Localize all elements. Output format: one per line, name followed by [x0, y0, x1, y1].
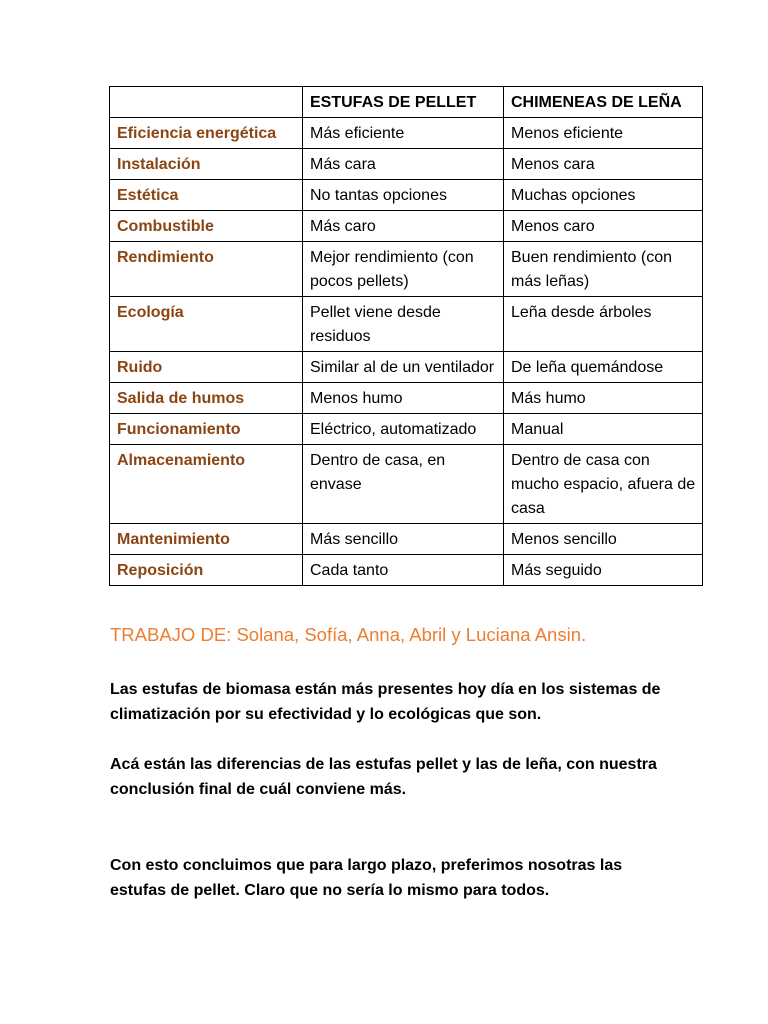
table-row: [110, 383, 703, 414]
pellet-cell: Más cara: [303, 149, 504, 180]
lena-cell: Más seguido: [504, 555, 703, 586]
pellet-cell: Más caro: [303, 211, 504, 242]
pellet-cell: Mejor rendimiento (con pocos pellets): [303, 242, 504, 297]
lena-cell: Dentro de casa con mucho espacio, afuera de casa: [504, 445, 703, 524]
row-label: Instalación: [110, 149, 303, 180]
lena-cell: De leña quemándose: [504, 352, 703, 383]
row-label: Funcionamiento: [110, 414, 303, 445]
row-label: Salida de humos: [110, 383, 303, 414]
table-row: [110, 297, 703, 352]
table-row: [110, 211, 703, 242]
lena-cell: Más humo: [504, 383, 703, 414]
header-empty-cell: [110, 87, 303, 118]
intro-paragraph: Las estufas de biomasa están más presentes hoy día en los sistemas de climatización por su efectividad y lo ecológicas que son.: [110, 681, 661, 723]
lena-cell: Leña desde árboles: [504, 297, 703, 352]
pellet-cell: Pellet viene desde residuos: [303, 297, 504, 352]
lena-cell: Menos eficiente: [504, 118, 703, 149]
pellet-cell: Eléctrico, automatizado: [303, 414, 504, 445]
row-label: Reposición: [110, 555, 303, 586]
pellet-cell: Similar al de un ventilador: [303, 352, 504, 383]
table-row: [110, 524, 703, 555]
header-pellet: ESTUFAS DE PELLET: [303, 87, 504, 118]
pellet-cell: Más sencillo: [303, 524, 504, 555]
table-row: [110, 445, 703, 524]
table-row: [110, 555, 703, 586]
table-row: [110, 149, 703, 180]
comparison-table: [109, 86, 703, 586]
pellet-cell: Cada tanto: [303, 555, 504, 586]
pellet-cell: Menos humo: [303, 383, 504, 414]
lena-cell: Menos sencillo: [504, 524, 703, 555]
row-label: Mantenimiento: [110, 524, 303, 555]
table-row: [110, 118, 703, 149]
row-label: Ruido: [110, 352, 303, 383]
lena-cell: Muchas opciones: [504, 180, 703, 211]
row-label: Estética: [110, 180, 303, 211]
row-label: Ecología: [110, 297, 303, 352]
differences-paragraph: Acá están las diferencias de las estufas pellet y las de leña, con nuestra conclusión final de cuál conviene más.: [110, 756, 657, 798]
table-row: [110, 414, 703, 445]
conclusion-paragraph: Con esto concluimos que para largo plazo, preferimos nosotras las estufas de pellet. Claro que no sería lo mismo para todos.: [110, 857, 623, 899]
row-label: Rendimiento: [110, 242, 303, 297]
row-label: Almacenamiento: [110, 445, 303, 524]
lena-cell: Menos cara: [504, 149, 703, 180]
lena-cell: Buen rendimiento (con más leñas): [504, 242, 703, 297]
pellet-cell: Dentro de casa, en envase: [303, 445, 504, 524]
header-lena: CHIMENEAS DE LEÑA: [504, 87, 703, 118]
pellet-cell: Más eficiente: [303, 118, 504, 149]
lena-cell: Menos caro: [504, 211, 703, 242]
row-label: Combustible: [110, 211, 303, 242]
table-row: [110, 180, 703, 211]
credits-line: TRABAJO DE: Solana, Sofía, Anna, Abril y Luciana Ansin.: [110, 624, 587, 645]
table-row: [110, 242, 703, 297]
table-row: [110, 352, 703, 383]
pellet-cell: No tantas opciones: [303, 180, 504, 211]
row-label: Eficiencia energética: [110, 118, 303, 149]
lena-cell: Manual: [504, 414, 703, 445]
table-header-row: [110, 87, 703, 118]
